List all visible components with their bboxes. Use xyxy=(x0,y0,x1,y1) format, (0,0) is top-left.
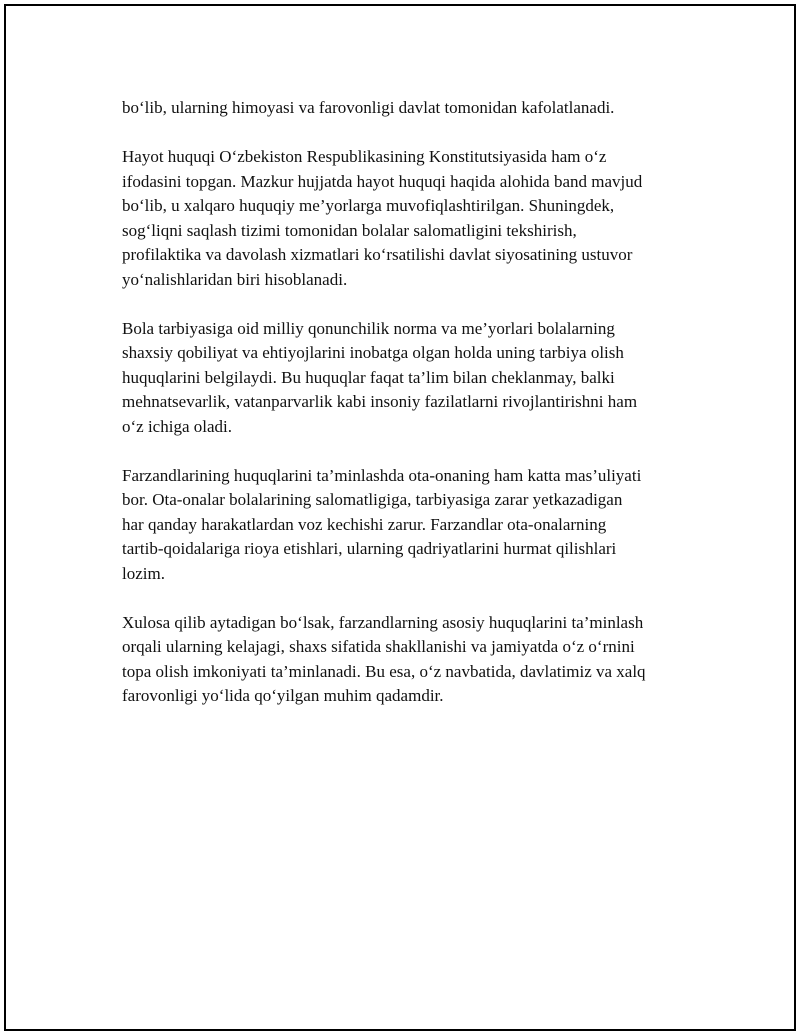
paragraph-5: Xulosa qilib aytadigan bo‘lsak, farzandlarning asosiy huquqlarini ta’minlash orqali ularning kelajagi, shaxs sifatida shakllanishi va jamiyatda o‘z o‘rnini topa olish imkoniyati ta’minlanadi. Bu esa, o‘z navbatida, davlatimiz va xalq farovonligi yo‘lida qo‘yilgan muhim qadamdir. xyxy=(122,612,646,705)
paragraph-1: bo‘lib, ularning himoyasi va farovonligi davlat tomonidan kafolatlanadi. xyxy=(122,98,615,117)
paragraph-4: Farzandlarining huquqlarini ta’minlashda ota-onaning ham katta mas’uliyati bor. Ota-onalar bolalarining salomatligiga, tarbiyasiga zarar yetkazadigan har qanday harakatlardan voz kechishi zarur. Farzandlar ota-onalarning tartib-qoidalariga rioya etishlari, ularning qadriyatlarini hurmat qilishlari lozim. xyxy=(122,465,642,583)
page-frame xyxy=(4,4,796,1031)
paragraph-2: Hayot huquqi O‘zbekiston Respublikasining Konstitutsiyasida ham o‘z ifodasini topgan. Mazkur hujjatda hayot huquqi haqida alohida band mavjud bo‘lib, u xalqaro huquqiy me’yorlarga muvofiqlashtirilgan. Shuningdek, sog‘liqni saqlash tizimi tomonidan bolalar salomatligini tekshirish, profilaktika va davolash xizmatlari ko‘rsatilishi davlat siyosatining ustuvor yo‘nalishlaridan biri hisoblanadi. xyxy=(122,147,643,289)
paragraph-3: Bola tarbiyasiga oid milliy qonunchilik norma va me’yorlari bolalarning shaxsiy qobiliyat va ehtiyojlarini inobatga olgan holda uning tarbiya olish huquqlarini belgilaydi. Bu huquqlar faqat ta’lim bilan cheklanmay, balki mehnatsevarlik, vatanparvarlik kabi insoniy fazilatlarni rivojlantirishni ham o‘z ichiga oladi. xyxy=(122,318,638,436)
page-content xyxy=(122,96,697,733)
